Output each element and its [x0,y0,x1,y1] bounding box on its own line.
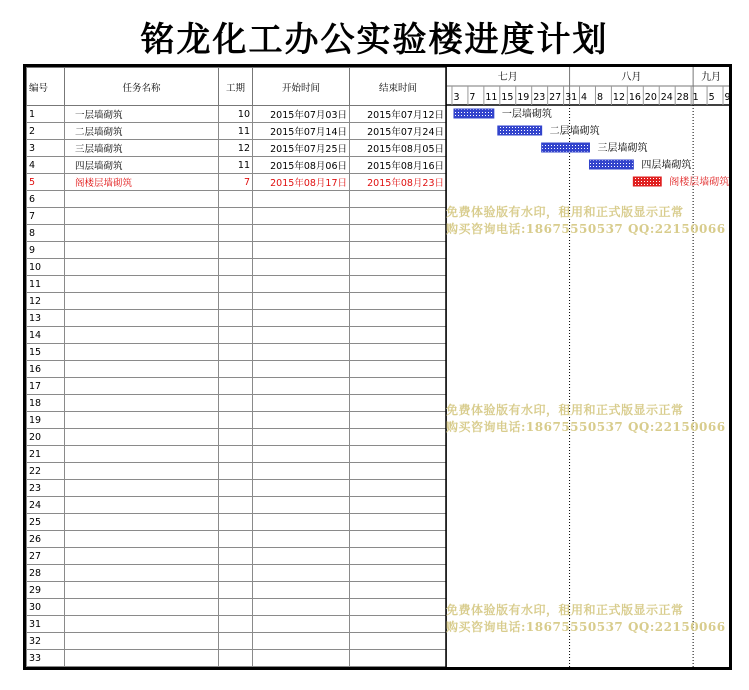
cell-empty[interactable] [253,310,350,327]
cell-empty[interactable] [65,395,219,412]
cell-empty[interactable] [219,480,253,497]
watermark-line: 购买咨询电话:18675550537 QQ:22150066 [446,222,726,236]
cell-id[interactable]: 5 [27,174,65,191]
cell-empty[interactable] [350,191,447,208]
cell-empty[interactable] [253,225,350,242]
cell-id[interactable]: 15 [27,344,65,361]
cell-id[interactable]: 2 [27,123,65,140]
day-tick-label: 16 [628,92,641,103]
table-row [27,565,447,582]
cell-empty[interactable] [253,599,350,616]
cell-empty[interactable] [65,480,219,497]
task-table [26,67,447,667]
gantt-bar [498,126,542,135]
cell-empty[interactable] [219,565,253,582]
cell-empty[interactable] [65,582,219,599]
cell-empty[interactable] [65,327,219,344]
cell-empty[interactable] [65,361,219,378]
day-tick-label: 1 [692,92,699,103]
cell-empty[interactable] [350,514,447,531]
table-row [27,276,447,293]
cell-empty[interactable] [350,225,447,242]
cell-empty[interactable] [65,446,219,463]
cell-empty[interactable] [253,327,350,344]
cell-empty[interactable] [350,497,447,514]
cell-empty[interactable] [219,548,253,565]
cell-empty[interactable] [253,565,350,582]
cell-empty[interactable] [65,378,219,395]
cell-id[interactable]: 21 [27,446,65,463]
table-row [27,174,447,191]
cell-empty[interactable] [350,633,447,650]
cell-id[interactable]: 6 [27,191,65,208]
day-tick-label: 8 [596,92,604,103]
cell-id[interactable]: 23 [27,480,65,497]
cell-id[interactable]: 20 [27,429,65,446]
cell-empty[interactable] [350,361,447,378]
cell-empty[interactable] [253,582,350,599]
cell-empty[interactable] [219,225,253,242]
cell-id[interactable]: 18 [27,395,65,412]
table-row [27,361,447,378]
table-row [27,582,447,599]
table-row [27,429,447,446]
cell-empty[interactable] [350,446,447,463]
cell-empty[interactable] [219,310,253,327]
cell-empty[interactable] [253,650,350,667]
day-tick-label: 20 [644,92,657,103]
cell-empty[interactable] [253,191,350,208]
cell-end[interactable]: 2015年07月24日 [350,123,447,140]
cell-task-name[interactable]: 四层墙砌筑 [65,157,219,174]
cell-empty[interactable] [350,344,447,361]
day-tick-label: 12 [612,92,626,103]
cell-empty[interactable] [253,531,350,548]
gantt-bar [454,109,494,118]
table-row [27,344,447,361]
cell-empty[interactable] [350,548,447,565]
cell-empty[interactable] [219,191,253,208]
cell-empty[interactable] [253,633,350,650]
cell-start[interactable]: 2015年07月25日 [253,140,350,157]
day-tick-label: 5 [708,92,715,103]
cell-empty[interactable] [219,208,253,225]
cell-empty[interactable] [219,293,253,310]
cell-empty[interactable] [65,208,219,225]
cell-empty[interactable] [65,412,219,429]
table-row [27,412,447,429]
cell-end[interactable]: 2015年08月16日 [350,157,447,174]
cell-empty[interactable] [350,293,447,310]
day-tick-label: 3 [453,92,460,103]
table-row [27,650,447,667]
gantt-bar [633,177,661,186]
cell-empty[interactable] [219,361,253,378]
cell-start[interactable]: 2015年08月17日 [253,174,350,191]
cell-duration[interactable]: 7 [219,174,253,191]
cell-id[interactable]: 9 [27,242,65,259]
cell-empty[interactable] [65,599,219,616]
cell-id[interactable]: 7 [27,208,65,225]
table-row [27,395,447,412]
day-tick-label: 9 [724,92,731,103]
cell-id[interactable]: 3 [27,140,65,157]
cell-empty[interactable] [65,276,219,293]
cell-empty[interactable] [253,412,350,429]
cell-task-name[interactable]: 二层墙砌筑 [65,123,219,140]
cell-id[interactable]: 13 [27,310,65,327]
cell-id[interactable]: 22 [27,463,65,480]
cell-empty[interactable] [219,276,253,293]
cell-empty[interactable] [65,344,219,361]
cell-empty[interactable] [219,327,253,344]
table-row [27,378,447,395]
cell-id[interactable]: 14 [27,327,65,344]
day-tick-label: 31 [565,92,578,103]
gantt-bar-label: 一层墙砌筑 [501,109,552,120]
day-tick-label: 23 [533,92,546,103]
cell-id[interactable]: 11 [27,276,65,293]
cell-id[interactable]: 28 [27,565,65,582]
cell-task-name[interactable]: 一层墙砌筑 [65,106,219,123]
cell-empty[interactable] [65,531,219,548]
cell-id[interactable]: 27 [27,548,65,565]
cell-empty[interactable] [253,395,350,412]
cell-empty[interactable] [350,429,447,446]
cell-empty[interactable] [350,378,447,395]
cell-id[interactable]: 8 [27,225,65,242]
cell-empty[interactable] [219,650,253,667]
cell-id[interactable]: 25 [27,514,65,531]
cell-empty[interactable] [253,616,350,633]
cell-empty[interactable] [65,650,219,667]
cell-empty[interactable] [65,429,219,446]
cell-empty[interactable] [219,344,253,361]
gantt-bar-label: 二层墙砌筑 [549,126,600,137]
cell-duration[interactable]: 12 [219,140,253,157]
cell-empty[interactable] [219,514,253,531]
table-body [27,106,447,667]
day-tick-label: 15 [501,92,514,103]
cell-empty[interactable] [219,599,253,616]
day-tick-label: 24 [660,92,673,103]
header-end: 结束时间 [350,68,447,106]
cell-empty[interactable] [350,327,447,344]
cell-id[interactable]: 26 [27,531,65,548]
month-label: 九月 [701,72,722,83]
cell-id[interactable]: 32 [27,633,65,650]
cell-empty[interactable] [219,497,253,514]
cell-empty[interactable] [350,395,447,412]
cell-start[interactable]: 2015年08月06日 [253,157,350,174]
cell-empty[interactable] [253,259,350,276]
cell-empty[interactable] [65,548,219,565]
cell-empty[interactable] [219,463,253,480]
cell-empty[interactable] [253,463,350,480]
cell-id[interactable]: 17 [27,378,65,395]
cell-task-name[interactable]: 阁楼层墙砌筑 [65,174,219,191]
cell-empty[interactable] [219,412,253,429]
day-tick-label: 28 [676,92,689,103]
cell-empty[interactable] [253,293,350,310]
table-row [27,225,447,242]
header-id: 编号 [27,68,65,106]
cell-empty[interactable] [219,242,253,259]
cell-empty[interactable] [350,565,447,582]
table-row [27,123,447,140]
page-title: 铭龙化工办公实验楼进度计划 [140,20,609,60]
table-row [27,208,447,225]
gantt-bar-label: 阁楼层墙砌筑 [669,177,730,188]
cell-empty[interactable] [350,599,447,616]
cell-empty[interactable] [350,650,447,667]
cell-duration[interactable]: 11 [219,157,253,174]
cell-empty[interactable] [350,259,447,276]
header-start: 开始时间 [253,68,350,106]
cell-empty[interactable] [253,429,350,446]
table-row [27,514,447,531]
cell-empty[interactable] [219,616,253,633]
cell-id[interactable]: 31 [27,616,65,633]
cell-empty[interactable] [253,514,350,531]
cell-empty[interactable] [65,497,219,514]
table-row [27,293,447,310]
watermark-line: 免费体验版有水印，租用和正式版显示正常 [446,603,684,617]
cell-empty[interactable] [65,293,219,310]
cell-empty[interactable] [350,208,447,225]
cell-empty[interactable] [350,310,447,327]
cell-id[interactable]: 12 [27,293,65,310]
cell-empty[interactable] [219,582,253,599]
day-tick-label: 7 [469,92,476,103]
cell-id[interactable]: 24 [27,497,65,514]
table-row [27,616,447,633]
cell-empty[interactable] [219,531,253,548]
cell-empty[interactable] [219,378,253,395]
cell-empty[interactable] [253,480,350,497]
cell-empty[interactable] [350,242,447,259]
cell-empty[interactable] [350,412,447,429]
table-row [27,259,447,276]
table-row [27,480,447,497]
cell-id[interactable]: 19 [27,412,65,429]
cell-id[interactable]: 10 [27,259,65,276]
cell-empty[interactable] [350,480,447,497]
cell-empty[interactable] [350,531,447,548]
day-tick-label: 19 [517,92,530,103]
cell-empty[interactable] [65,242,219,259]
table-row [27,531,447,548]
cell-empty[interactable] [65,463,219,480]
cell-id[interactable]: 1 [27,106,65,123]
cell-id[interactable]: 29 [27,582,65,599]
cell-empty[interactable] [219,446,253,463]
cell-empty[interactable] [253,548,350,565]
cell-empty[interactable] [65,225,219,242]
cell-empty[interactable] [350,616,447,633]
table-row [27,633,447,650]
cell-empty[interactable] [219,633,253,650]
cell-empty[interactable] [219,429,253,446]
table-row [27,446,447,463]
cell-start[interactable]: 2015年07月03日 [253,106,350,123]
cell-empty[interactable] [253,344,350,361]
cell-id[interactable]: 16 [27,361,65,378]
cell-empty[interactable] [253,361,350,378]
watermark-line: 免费体验版有水印，租用和正式版显示正常 [446,205,684,219]
table-row [27,157,447,174]
table-row [27,310,447,327]
month-label: 七月 [497,72,518,83]
cell-end[interactable]: 2015年08月23日 [350,174,447,191]
cell-empty[interactable] [253,497,350,514]
cell-empty[interactable] [65,616,219,633]
table-row [27,497,447,514]
cell-start[interactable]: 2015年07月14日 [253,123,350,140]
cell-empty[interactable] [65,514,219,531]
cell-end[interactable]: 2015年07月12日 [350,106,447,123]
day-tick-label: 4 [581,92,588,103]
cell-duration[interactable]: 11 [219,123,253,140]
watermark-line: 免费体验版有水印，租用和正式版显示正常 [446,403,684,417]
cell-empty[interactable] [253,242,350,259]
cell-empty[interactable] [65,633,219,650]
cell-id[interactable]: 30 [27,599,65,616]
table-row [27,463,447,480]
cell-empty[interactable] [65,310,219,327]
cell-empty[interactable] [253,208,350,225]
table-header-row [27,68,447,106]
day-tick-label: 11 [485,92,498,103]
table-row [27,242,447,259]
month-label: 八月 [621,72,642,83]
table-row [27,140,447,157]
gantt-bar-label: 四层墙砌筑 [641,160,692,171]
cell-empty[interactable] [350,463,447,480]
cell-empty[interactable] [219,395,253,412]
gantt-chart [446,67,729,667]
cell-end[interactable]: 2015年08月05日 [350,140,447,157]
watermark-line: 购买咨询电话:18675550537 QQ:22150066 [446,620,726,634]
cell-duration[interactable]: 10 [219,106,253,123]
cell-empty[interactable] [253,276,350,293]
table-row [27,548,447,565]
gantt-bar [589,160,633,169]
gantt-bar-label: 三层墙砌筑 [597,143,648,154]
cell-empty[interactable] [350,276,447,293]
cell-empty[interactable] [65,191,219,208]
cell-id[interactable]: 33 [27,650,65,667]
header-duration: 工期 [219,68,253,106]
table-row [27,106,447,123]
cell-empty[interactable] [219,259,253,276]
gantt-bar [542,143,590,152]
table-row [27,327,447,344]
cell-empty[interactable] [253,378,350,395]
header-task-name: 任务名称 [65,68,219,106]
watermark-line: 购买咨询电话:18675550537 QQ:22150066 [446,420,726,434]
cell-empty[interactable] [65,565,219,582]
table-row [27,191,447,208]
cell-empty[interactable] [253,446,350,463]
table-row [27,599,447,616]
cell-empty[interactable] [350,582,447,599]
cell-empty[interactable] [65,259,219,276]
cell-task-name[interactable]: 三层墙砌筑 [65,140,219,157]
day-tick-label: 27 [549,92,562,103]
schedule-frame [23,64,732,670]
cell-id[interactable]: 4 [27,157,65,174]
